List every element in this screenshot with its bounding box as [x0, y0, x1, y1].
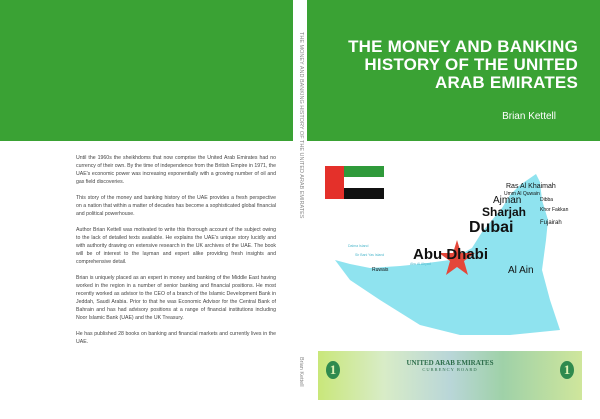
map-label: Ajman — [493, 195, 522, 206]
denomination: 1 — [560, 361, 574, 379]
blurb-paragraph: Until the 1960s the sheikhdoms that now comprise the United Arab Emirates had no currency of their own. By the time of independence from the British Empire in 1971, the UAE's economic power was increasing exponentially with a growing number of oil and gas field discoveries. — [76, 155, 276, 186]
blurb-paragraph: This story of the money and banking history of the UAE provides a fresh perspective on a nation that within a matter of decades has become a sophisticated global financial and political powerhouse. — [76, 194, 276, 218]
map-label: Abu Al Abyad — [410, 262, 431, 266]
back-cover-band — [0, 0, 293, 141]
map-label: Dalma Island — [348, 244, 369, 248]
banknote-subtitle: CURRENCY BOARD — [422, 367, 478, 372]
blurb-paragraph: Author Brian Kettell was motivated to write this thorough account of the subject owing to the lack of detailed texts available. He explains the UAE's unique story lucidly and with authority drawing on extensive research in the UK archives of the UAE. The book will be of interest to the layman and expert alike providing fresh insights and comprehensive detail. — [76, 226, 276, 266]
spine-title: THE MONEY AND BANKING HISTORY OF THE UNITED ARAB EMIRATES — [298, 32, 304, 219]
blurb-paragraph: Brian is uniquely placed as an expert in money and banking of the Middle East having worked in the region in a number of senior banking and financial positions. He most recently worked as advisor to the CEO of a branch of the Islamic Development Bank in Jeddah, Saudi Arabia. Prior to that he was Economic Advisor for the Central Bank of Bahrain and has had advisory positions at a range of financial institutions including Noor Islamic Bank (UAE) and the UK Treasury. — [76, 274, 276, 322]
blurb-paragraph: He has published 28 books on banking and financial markets and currently lives in the UAE. — [76, 330, 276, 345]
map-label: Ras Al Khaimah — [506, 183, 556, 190]
banknote-title: UNITED ARAB EMIRATES — [406, 359, 494, 367]
back-blurb — [76, 154, 276, 353]
denomination: 1 — [326, 361, 340, 379]
map-label: Sharjah — [482, 205, 527, 219]
map-label: Dubai — [469, 219, 514, 236]
map-label: Sir Bani Yas Island — [355, 253, 385, 257]
uae-map — [310, 160, 600, 340]
banknote-image — [318, 351, 582, 400]
map-label: Khor Fakkan — [540, 207, 569, 213]
map-label: Fujairah — [540, 220, 562, 226]
map-label: Abu Dhabi — [413, 246, 488, 263]
spine-author: Brian Kettell — [298, 357, 304, 387]
book-title: THE MONEY AND BANKING HISTORY OF THE UNITED ARAB EMIRATES — [348, 37, 578, 92]
uae-flag — [325, 166, 384, 199]
map-label: Dibba — [540, 197, 554, 203]
map-label: Ruwais — [372, 267, 389, 273]
map-label: Al Ain — [508, 265, 534, 276]
map-label: Umm Al Quwain — [504, 191, 540, 197]
front-author: Brian Kettell — [502, 111, 556, 122]
